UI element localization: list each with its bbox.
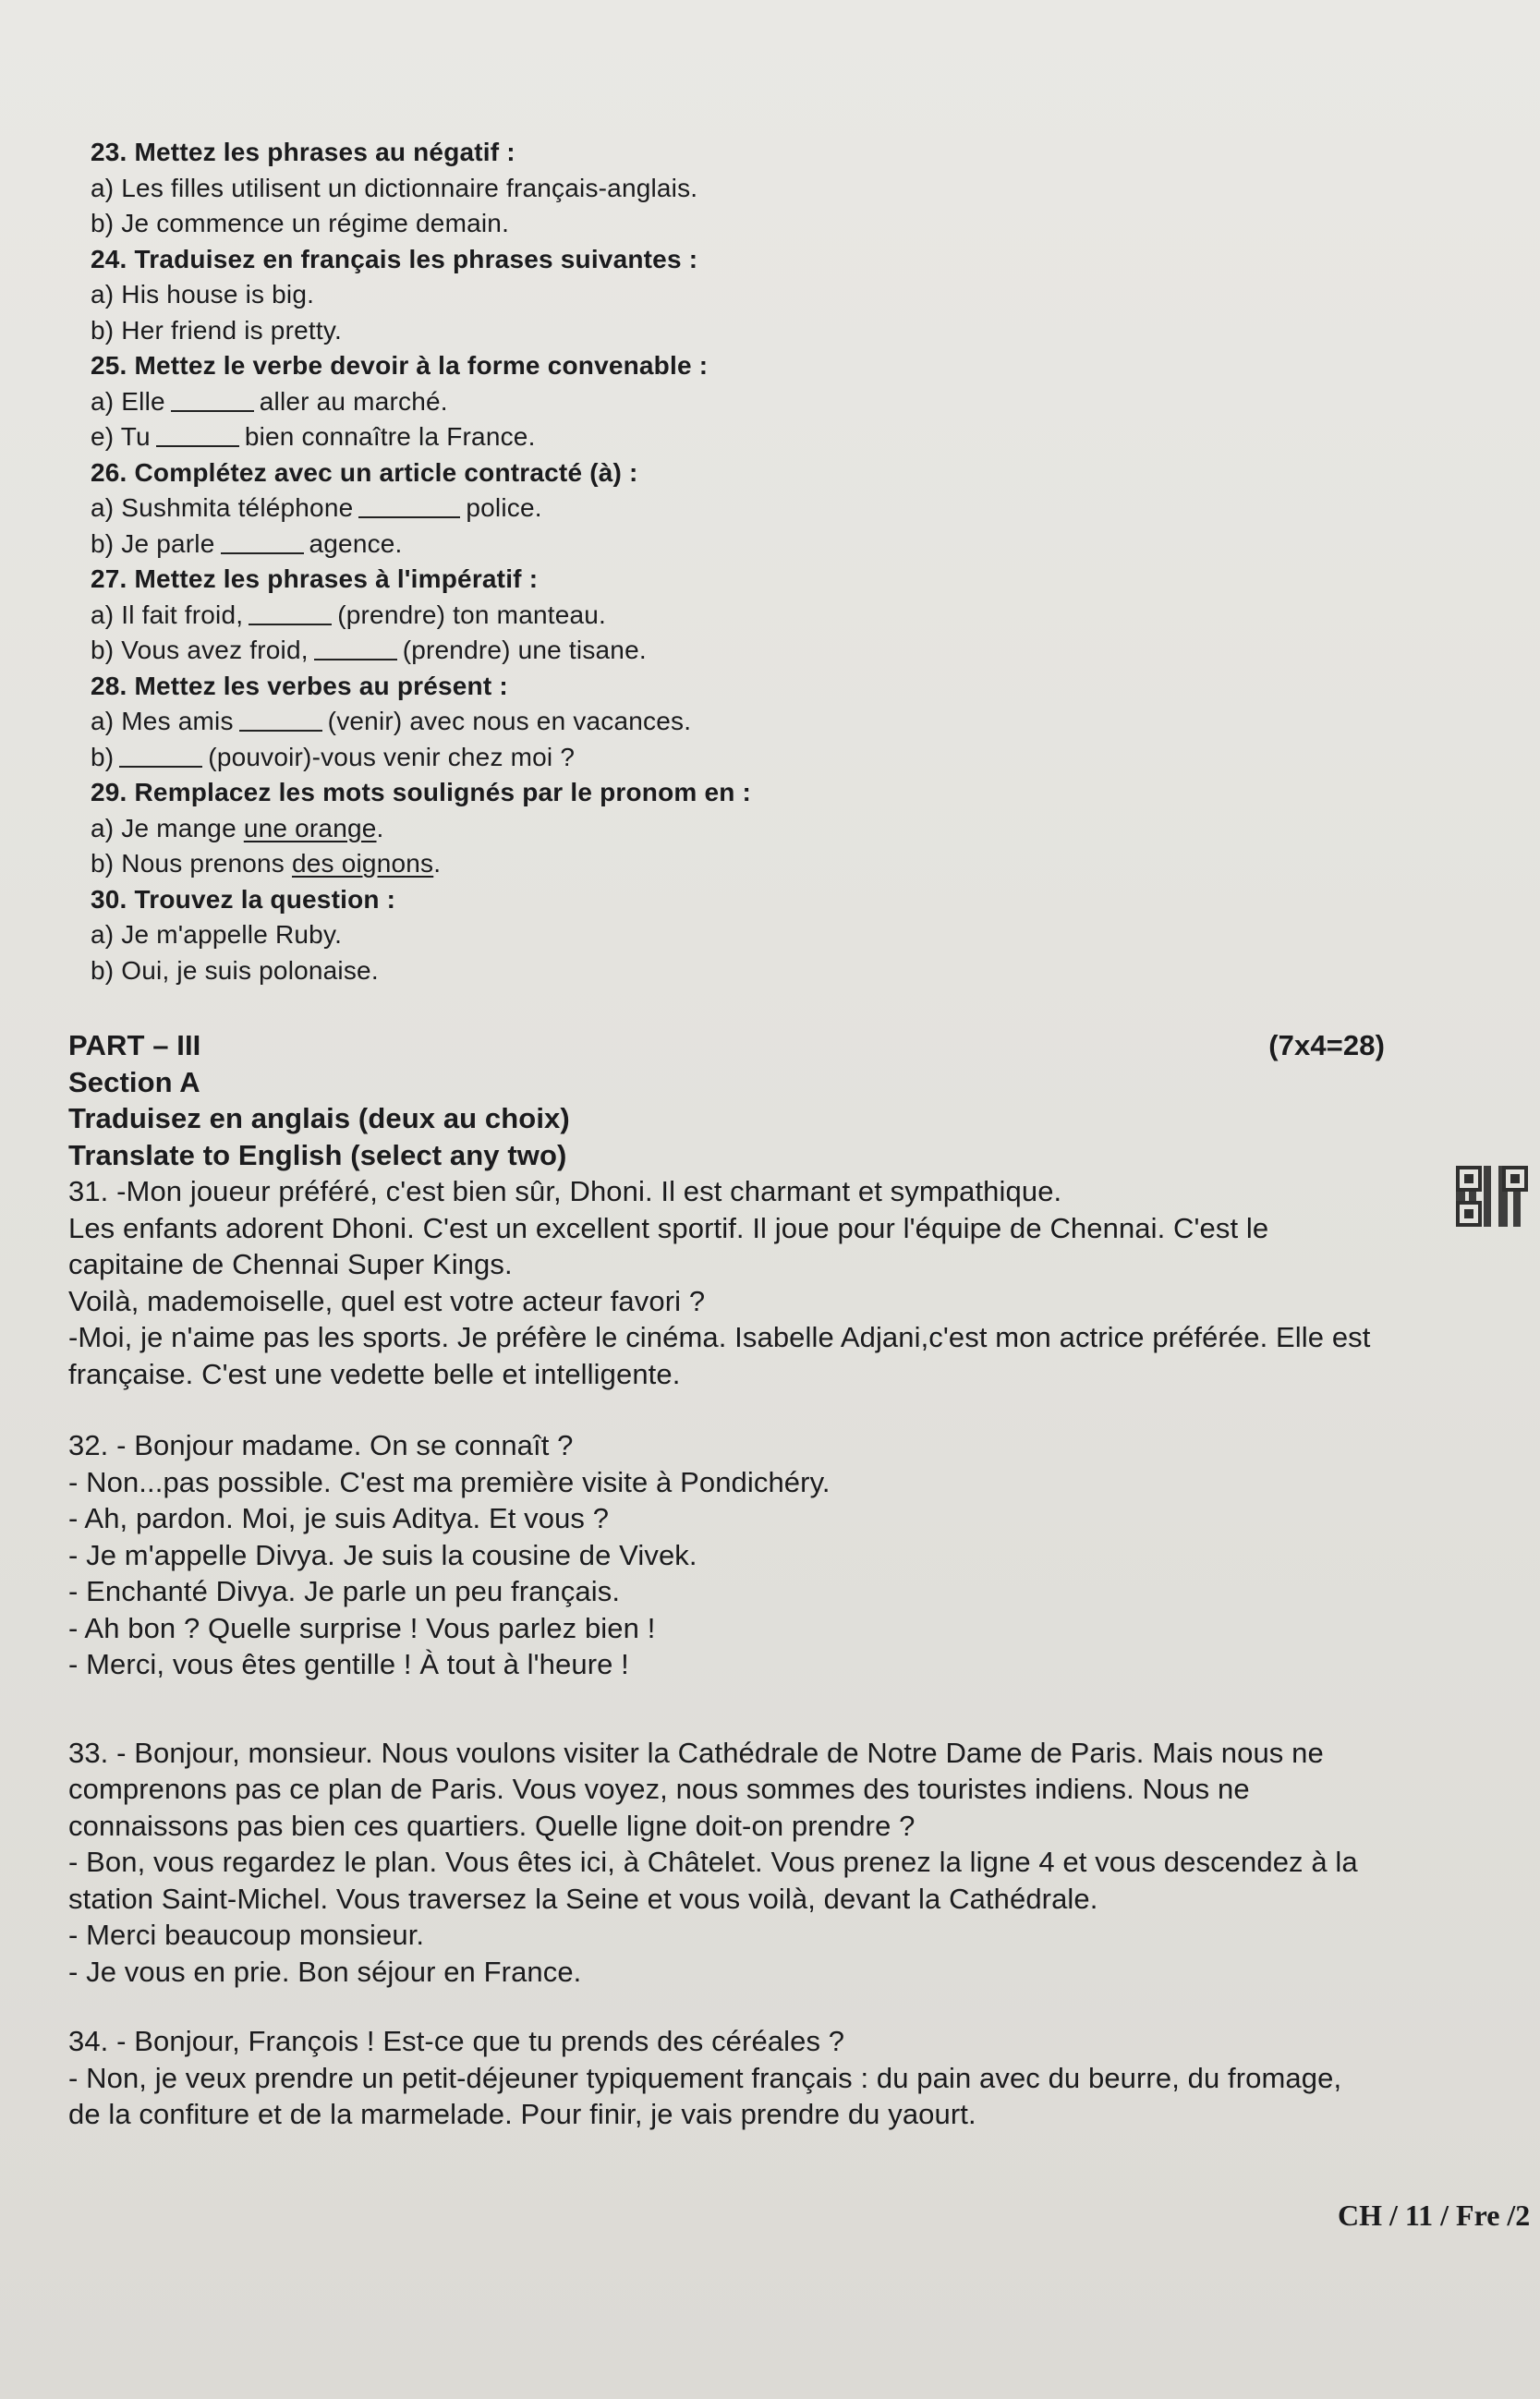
- qr-finder-pattern: [1456, 1201, 1482, 1227]
- q33-line: - Bon, vous regardez le plan. Vous êtes ici, à Châtelet. Vous prenez la ligne 4 et vous descendez à la: [68, 1846, 1358, 1878]
- q29-b-prefix: b) Nous prenons: [91, 849, 292, 878]
- q23-b: b) Je commence un régime demain.: [91, 209, 510, 237]
- q31-line: française. C'est une vedette belle et intelligente.: [68, 1357, 681, 1390]
- answer-blank: [119, 766, 202, 768]
- q29-a-prefix: a) Je mange: [91, 813, 244, 842]
- q27-b: [91, 633, 1458, 669]
- q30-b: b) Oui, je suis polonaise.: [91, 955, 379, 985]
- q28-a: [91, 704, 1458, 740]
- q33-line: station Saint-Michel. Vous traversez la Seine et vous voilà, devant la Cathédrale.: [68, 1882, 1098, 1915]
- q24-b: b) Her friend is pretty.: [91, 315, 342, 345]
- q31-passage: [68, 1173, 1533, 1392]
- answer-blank: [239, 730, 322, 732]
- q31-line: Les enfants adorent Dhoni. C'est un excellent sportif. Il joue pour l'équipe de Chennai. C'est le: [68, 1211, 1269, 1244]
- part3-title: PART – III: [68, 1029, 201, 1061]
- q32-line: 32. - Bonjour madame. On se connaît ?: [68, 1429, 574, 1461]
- q33-line: comprenons pas ce plan de Paris. Vous voyez, nous sommes des touristes indiens. Nous ne: [68, 1773, 1250, 1805]
- instruction-english: Translate to English (select any two): [68, 1138, 567, 1171]
- qr-code-icon: [1456, 1166, 1528, 1227]
- answer-blank: [221, 552, 304, 554]
- instruction-french: Traduisez en anglais (deux au choix): [68, 1102, 570, 1134]
- answer-blank: [249, 624, 332, 625]
- q25-b-prefix: e) Tu: [91, 422, 151, 451]
- q26-a-suffix: police.: [466, 493, 542, 522]
- q25-b-suffix: bien connaître la France.: [244, 422, 536, 451]
- q32-line: - Enchanté Divya. Je parle un peu français.: [68, 1575, 621, 1607]
- answer-blank: [171, 410, 254, 412]
- q30-title: 30. Trouvez la question :: [91, 884, 396, 914]
- q32-line: - Ah bon ? Quelle surprise ! Vous parlez bien !: [68, 1611, 656, 1644]
- q34-line: - Non, je veux prendre un petit-déjeuner typiquement français : du pain avec du beurre, du fromage,: [68, 2061, 1342, 2094]
- q29-b-suffix: .: [433, 849, 442, 878]
- q33-line: - Merci beaucoup monsieur.: [68, 1919, 425, 1951]
- q26-title: 26. Complétez avec un article contracté (à) :: [91, 457, 638, 487]
- q33-line: 33. - Bonjour, monsieur. Nous voulons visiter la Cathédrale de Notre Dame de Paris. Mais nous ne: [68, 1736, 1324, 1769]
- q24-a: a) His house is big.: [91, 280, 315, 309]
- q27-b-prefix: b) Vous avez froid,: [91, 636, 309, 664]
- part2-questions: [91, 135, 1458, 988]
- answer-blank: [358, 516, 460, 518]
- q25-a: [91, 384, 1458, 420]
- q28-a-prefix: a) Mes amis: [91, 707, 234, 735]
- q29-a: [91, 811, 1458, 847]
- spacer: [68, 1683, 1533, 1735]
- section-a-title: Section A: [68, 1065, 200, 1098]
- q34-passage: [68, 2023, 1533, 2133]
- q34-line: de la confiture et de la marmelade. Pour finir, je vais prendre du yaourt.: [68, 2098, 976, 2130]
- q27-a-prefix: a) Il fait froid,: [91, 600, 244, 629]
- q33-line: connaissons pas bien ces quartiers. Quelle ligne doit-on prendre ?: [68, 1809, 916, 1842]
- q28-a-suffix: (venir) avec nous en vacances.: [327, 707, 692, 735]
- q27-b-suffix: (prendre) une tisane.: [402, 636, 647, 664]
- answer-blank: [156, 445, 239, 447]
- q25-b: [91, 419, 1458, 455]
- part3-marks: (7x4=28): [1268, 1029, 1385, 1061]
- q28-title: 28. Mettez les verbes au présent :: [91, 671, 508, 700]
- q25-title: 25. Mettez le verbe devoir à la forme convenable :: [91, 351, 709, 380]
- q25-a-suffix: aller au marché.: [259, 386, 448, 416]
- q26-a: [91, 491, 1458, 527]
- q24-title: 24. Traduisez en français les phrases suivantes :: [91, 244, 698, 273]
- q23-title: 23. Mettez les phrases au négatif :: [91, 138, 515, 166]
- qr-finder-pattern: [1502, 1166, 1528, 1192]
- q28-b: [91, 740, 1458, 776]
- q31-line: Voilà, mademoiselle, quel est votre acteur favori ?: [68, 1284, 706, 1317]
- q26-b-suffix: agence.: [309, 528, 403, 558]
- answer-blank: [314, 659, 397, 660]
- q34-line: 34. - Bonjour, François ! Est-ce que tu prends des céréales ?: [68, 2025, 845, 2057]
- q31-line: 31. -Mon joueur préféré, c'est bien sûr, Dhoni. Il est charmant et sympathique.: [68, 1175, 1062, 1207]
- q28-b-suffix: (pouvoir)-vous venir chez moi ?: [208, 742, 576, 771]
- q32-line: - Je m'appelle Divya. Je suis la cousine de Vivek.: [68, 1538, 697, 1571]
- q31-line: capitaine de Chennai Super Kings.: [68, 1248, 513, 1280]
- q27-a-suffix: (prendre) ton manteau.: [337, 600, 607, 629]
- q27-a: [91, 598, 1458, 634]
- q32-line: - Non...pas possible. C'est ma première visite à Pondichéry.: [68, 1465, 831, 1498]
- q28-b-prefix: b): [91, 742, 115, 771]
- q26-b: [91, 527, 1458, 563]
- q29-a-underlined: une orange: [243, 813, 377, 842]
- q33-passage: [68, 1735, 1533, 1991]
- q31-line: -Moi, je n'aime pas les sports. Je préfère le cinéma. Isabelle Adjani,c'est mon actrice préférée. Elle est: [68, 1321, 1371, 1353]
- q32-line: - Ah, pardon. Moi, je suis Aditya. Et vous ?: [68, 1502, 610, 1534]
- q32-passage: [68, 1427, 1533, 1683]
- spacer: [68, 1392, 1533, 1427]
- part3-header: [68, 1027, 1385, 1064]
- q29-b-underlined: des oignons: [292, 849, 434, 878]
- q29-title: 29. Remplacez les mots soulignés par le pronom en :: [91, 778, 752, 806]
- q26-a-prefix: a) Sushmita téléphone: [91, 493, 354, 522]
- qr-finder-pattern: [1456, 1166, 1482, 1192]
- spacer: [68, 1990, 1533, 2023]
- q30-a: a) Je m'appelle Ruby.: [91, 920, 343, 949]
- q32-line: - Merci, vous êtes gentille ! À tout à l'heure !: [68, 1648, 629, 1680]
- q26-b-prefix: b) Je parle: [91, 528, 215, 558]
- part3-section: [68, 1027, 1533, 2133]
- q23-a: a) Les filles utilisent un dictionnaire français-anglais.: [91, 173, 698, 202]
- q25-a-prefix: a) Elle: [91, 386, 165, 416]
- paper-code: CH / 11 / Fre /2: [1338, 2199, 1531, 2232]
- q33-line: - Je vous en prie. Bon séjour en France.: [68, 1955, 582, 1988]
- q29-b: [91, 846, 1458, 882]
- q27-title: 27. Mettez les phrases à l'impératif :: [91, 564, 539, 593]
- q29-a-suffix: .: [376, 813, 384, 842]
